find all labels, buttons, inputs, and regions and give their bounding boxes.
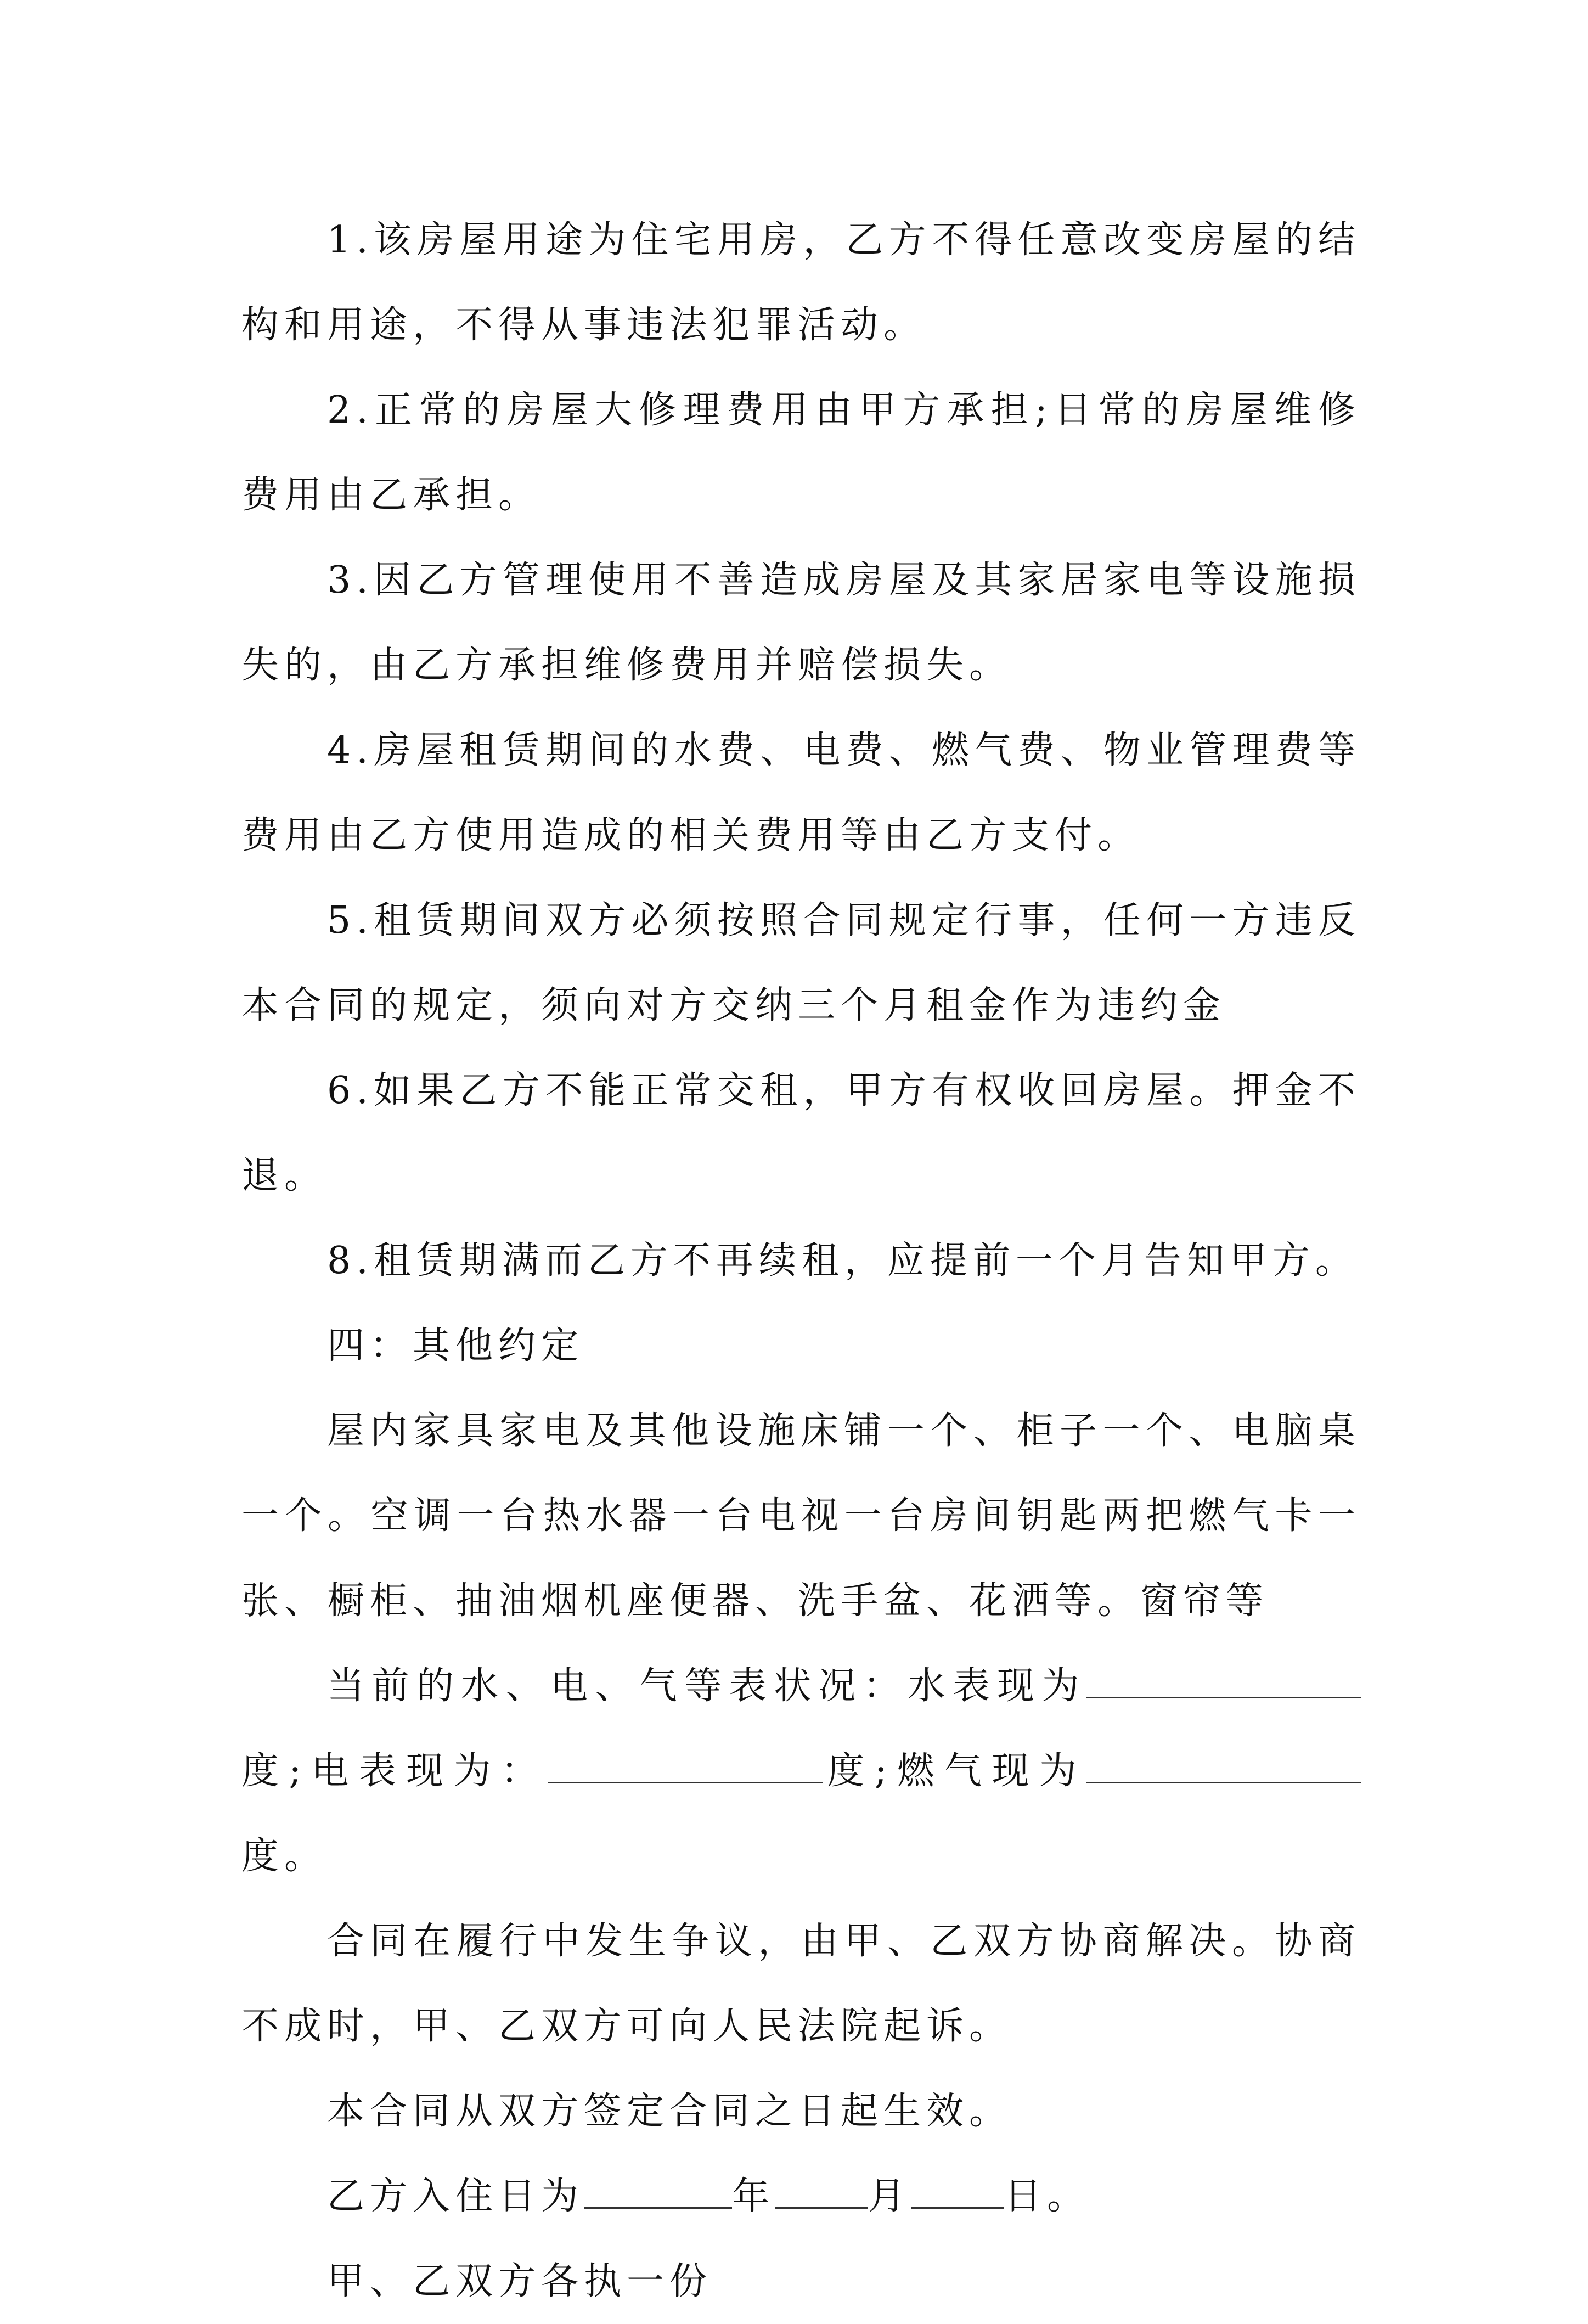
gas-unit-text: 度。	[241, 1835, 328, 1878]
day-blank	[911, 2176, 1004, 2209]
clause-2: 2.正常的房屋大修理费用由甲方承担;日常的房屋维修费用由乙承担。	[241, 389, 1361, 517]
document-body	[241, 198, 1361, 2324]
year-blank	[584, 2176, 732, 2209]
clause-4: 4.房屋租赁期间的水费、电费、燃气费、物业管理费等费用由乙方使用造成的相关费用等由乙方支付。	[241, 729, 1361, 857]
meter-readings	[241, 1644, 1361, 1899]
year-label: 年	[732, 2175, 775, 2218]
clause-3: 3.因乙方管理使用不善造成房屋及其家居家电等设施损失的，由乙方承担维修费用并赔偿损失。	[241, 559, 1361, 687]
electric-reading-blank	[548, 1751, 823, 1783]
electric-unit-text: 度;燃气现为	[823, 1749, 1086, 1793]
move-in-date	[241, 2154, 1361, 2239]
dispute-clause: 合同在履行中发生争议，由甲、乙双方协商解决。协商不成时，甲、乙双方可向人民法院起诉。	[241, 1920, 1361, 2048]
month-blank	[775, 2176, 868, 2209]
clause-8: 8.租赁期满而乙方不再续租，应提前一个月告知甲方。	[327, 1239, 1358, 1282]
water-reading-blank	[1086, 1666, 1361, 1698]
water-unit-text: 度;电表现为：	[241, 1749, 548, 1793]
section-heading-other-agreements: 四：其他约定	[327, 1324, 584, 1368]
clause-5: 5.租赁期间双方必须按照合同规定行事，任何一方违反本合同的规定，须向对方交纳三个月租金作为违约金	[241, 899, 1361, 1027]
month-label: 月	[868, 2175, 911, 2218]
gas-reading-blank	[1086, 1751, 1361, 1783]
clause-6: 6.如果乙方不能正常交租，甲方有权收回房屋。押金不退。	[241, 1069, 1361, 1197]
effective-clause: 本合同从双方签定合同之日起生效。	[327, 2090, 1012, 2133]
day-label: 日。	[1004, 2175, 1090, 2218]
copies-clause: 甲、乙双方各执一份	[327, 2260, 713, 2303]
furniture-list: 屋内家具家电及其他设施床铺一个、柜子一个、电脑桌一个。空调一台热水器一台电视一台房间钥匙两把燃气卡一张、橱柜、抽油烟机座便器、洗手盆、花洒等。窗帘等	[241, 1409, 1361, 1623]
move-in-prefix: 乙方入住日为	[327, 2175, 584, 2218]
clause-1: 1.该房屋用途为住宅用房，乙方不得任意改变房屋的结构和用途，不得从事违法犯罪活动。	[241, 218, 1361, 347]
meter-prefix: 当前的水、电、气等表状况：水表现为	[327, 1664, 1086, 1708]
